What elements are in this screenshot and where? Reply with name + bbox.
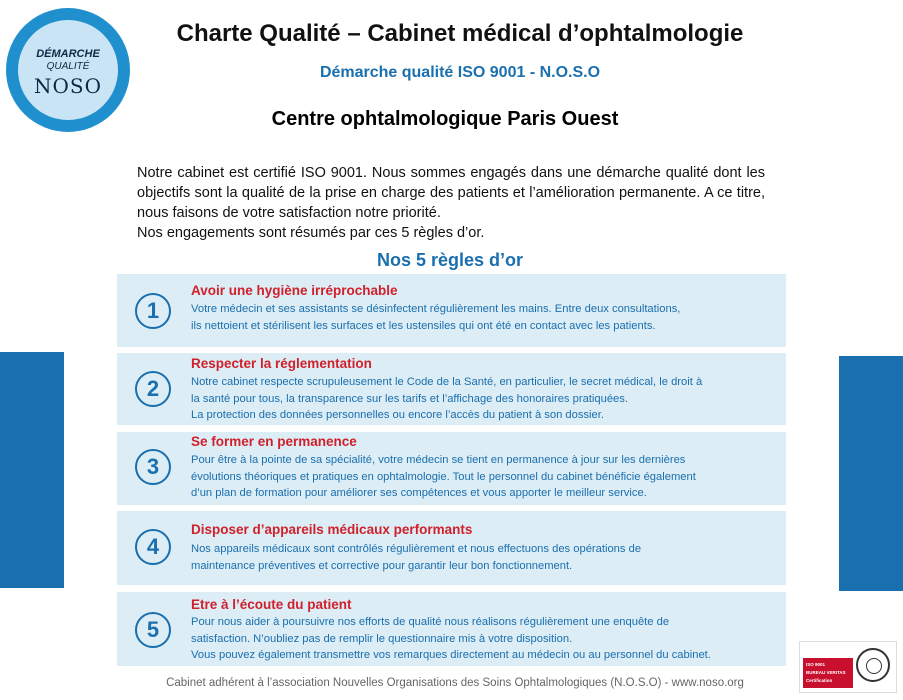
rule-body-line: maintenance préventives et corrective pour garantir leur bon fonctionnement. bbox=[191, 559, 573, 572]
logo-line-1: DÉMARCHE bbox=[36, 47, 100, 60]
rule-title: Avoir une hygiène irréprochable bbox=[191, 283, 398, 298]
rule-body-line: Notre cabinet respecte scrupuleusement le Code de la Santé, en particulier, le secret médical, le droit à bbox=[191, 376, 703, 388]
rule-card-3 bbox=[117, 432, 786, 505]
left-side-bar bbox=[0, 352, 64, 588]
rule-body-line: Vous pouvez également transmettre vos remarques directement au médecin ou au personnel du cabinet. bbox=[191, 649, 711, 662]
rule-body-line: Pour nous aider à poursuivre nos efforts de qualité nous réalisons régulièrement une enquête de bbox=[191, 616, 670, 628]
rule-title: Etre à l’écoute du patient bbox=[191, 597, 352, 612]
rule-body-line: ils nettoient et stérilisent les surfaces et les ustensiles qui ont été en contact avec les patients. bbox=[191, 319, 656, 332]
logo-line-3: NOSO bbox=[34, 73, 102, 98]
rule-number-badge: 1 bbox=[135, 293, 171, 329]
rule-card-2 bbox=[117, 353, 786, 425]
rule-body bbox=[191, 452, 781, 502]
rule-card-4 bbox=[117, 511, 786, 585]
rule-number-badge: 5 bbox=[135, 612, 171, 648]
certification-label bbox=[803, 658, 853, 688]
rule-body-line: satisfaction. N’oubliez pas de remplir le questionnaire mis à votre disposition. bbox=[191, 632, 573, 645]
demarche-qualite-logo bbox=[6, 8, 130, 132]
logo-line-2: QUALITÉ bbox=[46, 60, 90, 72]
rule-number-badge: 2 bbox=[135, 371, 171, 407]
rule-body bbox=[191, 541, 781, 574]
rule-body bbox=[191, 374, 781, 424]
rule-body-line: La protection des données personnelles ou encore l’accès du patient à son dossier. bbox=[191, 409, 604, 422]
rule-body-line: d’un plan de formation pour améliorer ses compétences et vous apporter le meilleur service. bbox=[191, 487, 647, 500]
rule-card-5 bbox=[117, 592, 786, 666]
rule-body-line: Votre médecin et ses assistants se désinfectent régulièrement les mains. Entre deux consultations, bbox=[191, 303, 681, 315]
rule-body-line: Pour être à la pointe de sa spécialité, votre médecin se tient en permanence à jour sur les dernières bbox=[191, 454, 686, 466]
intro-last-line: Nos engagements sont résumés par ces 5 règles d’or. bbox=[137, 225, 485, 241]
rule-card-1 bbox=[117, 274, 786, 347]
right-side-bar bbox=[839, 356, 903, 591]
page-subtitle: Démarche qualité ISO 9001 - N.O.S.O bbox=[319, 64, 601, 81]
intro-text bbox=[137, 163, 765, 243]
rule-title: Disposer d’appareils médicaux performants bbox=[191, 522, 473, 537]
rule-title: Se former en permanence bbox=[191, 434, 357, 449]
rule-number-badge: 4 bbox=[135, 529, 171, 565]
certification-seal-icon bbox=[856, 648, 890, 682]
rule-body-line: évolutions théoriques et pratiques en ophtalmologie. Tout le personnel du cabinet bénéficie également bbox=[191, 470, 696, 483]
page-title: Charte Qualité – Cabinet médical d’ophtalmologie bbox=[176, 20, 744, 47]
rules-heading: Nos 5 règles d’or bbox=[376, 250, 524, 270]
footer-text: Cabinet adhérent à l’association Nouvelles Organisations des Soins Ophtalmologiques (N.O.S.O) - www.noso.org bbox=[166, 677, 744, 689]
cert-line-2: BUREAU VERITAS bbox=[806, 670, 846, 675]
rule-number-badge: 3 bbox=[135, 449, 171, 485]
cert-line-1: ISO 9001 bbox=[806, 662, 826, 667]
rule-title: Respecter la réglementation bbox=[191, 356, 372, 371]
cert-line-3: Certification bbox=[806, 678, 833, 683]
rule-body-line: Nos appareils médicaux sont contrôlés régulièrement et nous effectuons des opérations de bbox=[191, 543, 642, 555]
rule-body bbox=[191, 614, 781, 664]
bureau-veritas-certification-logo bbox=[799, 641, 897, 693]
rule-body bbox=[191, 301, 781, 334]
centre-name: Centre ophtalmologique Paris Ouest bbox=[271, 108, 619, 130]
rule-body-line: la santé pour tous, la transparence sur les tarifs et l’affichage des honoraires pratiquées. bbox=[191, 392, 628, 405]
intro-paragraph: Notre cabinet est certifié ISO 9001. Nous sommes engagés dans une démarche qualité dont les objectifs sont la qualité de la prise en charge des patients et l’amélioration permanente. A ce titre, nous faisons de votre satisfaction notre priorité. bbox=[137, 165, 765, 221]
